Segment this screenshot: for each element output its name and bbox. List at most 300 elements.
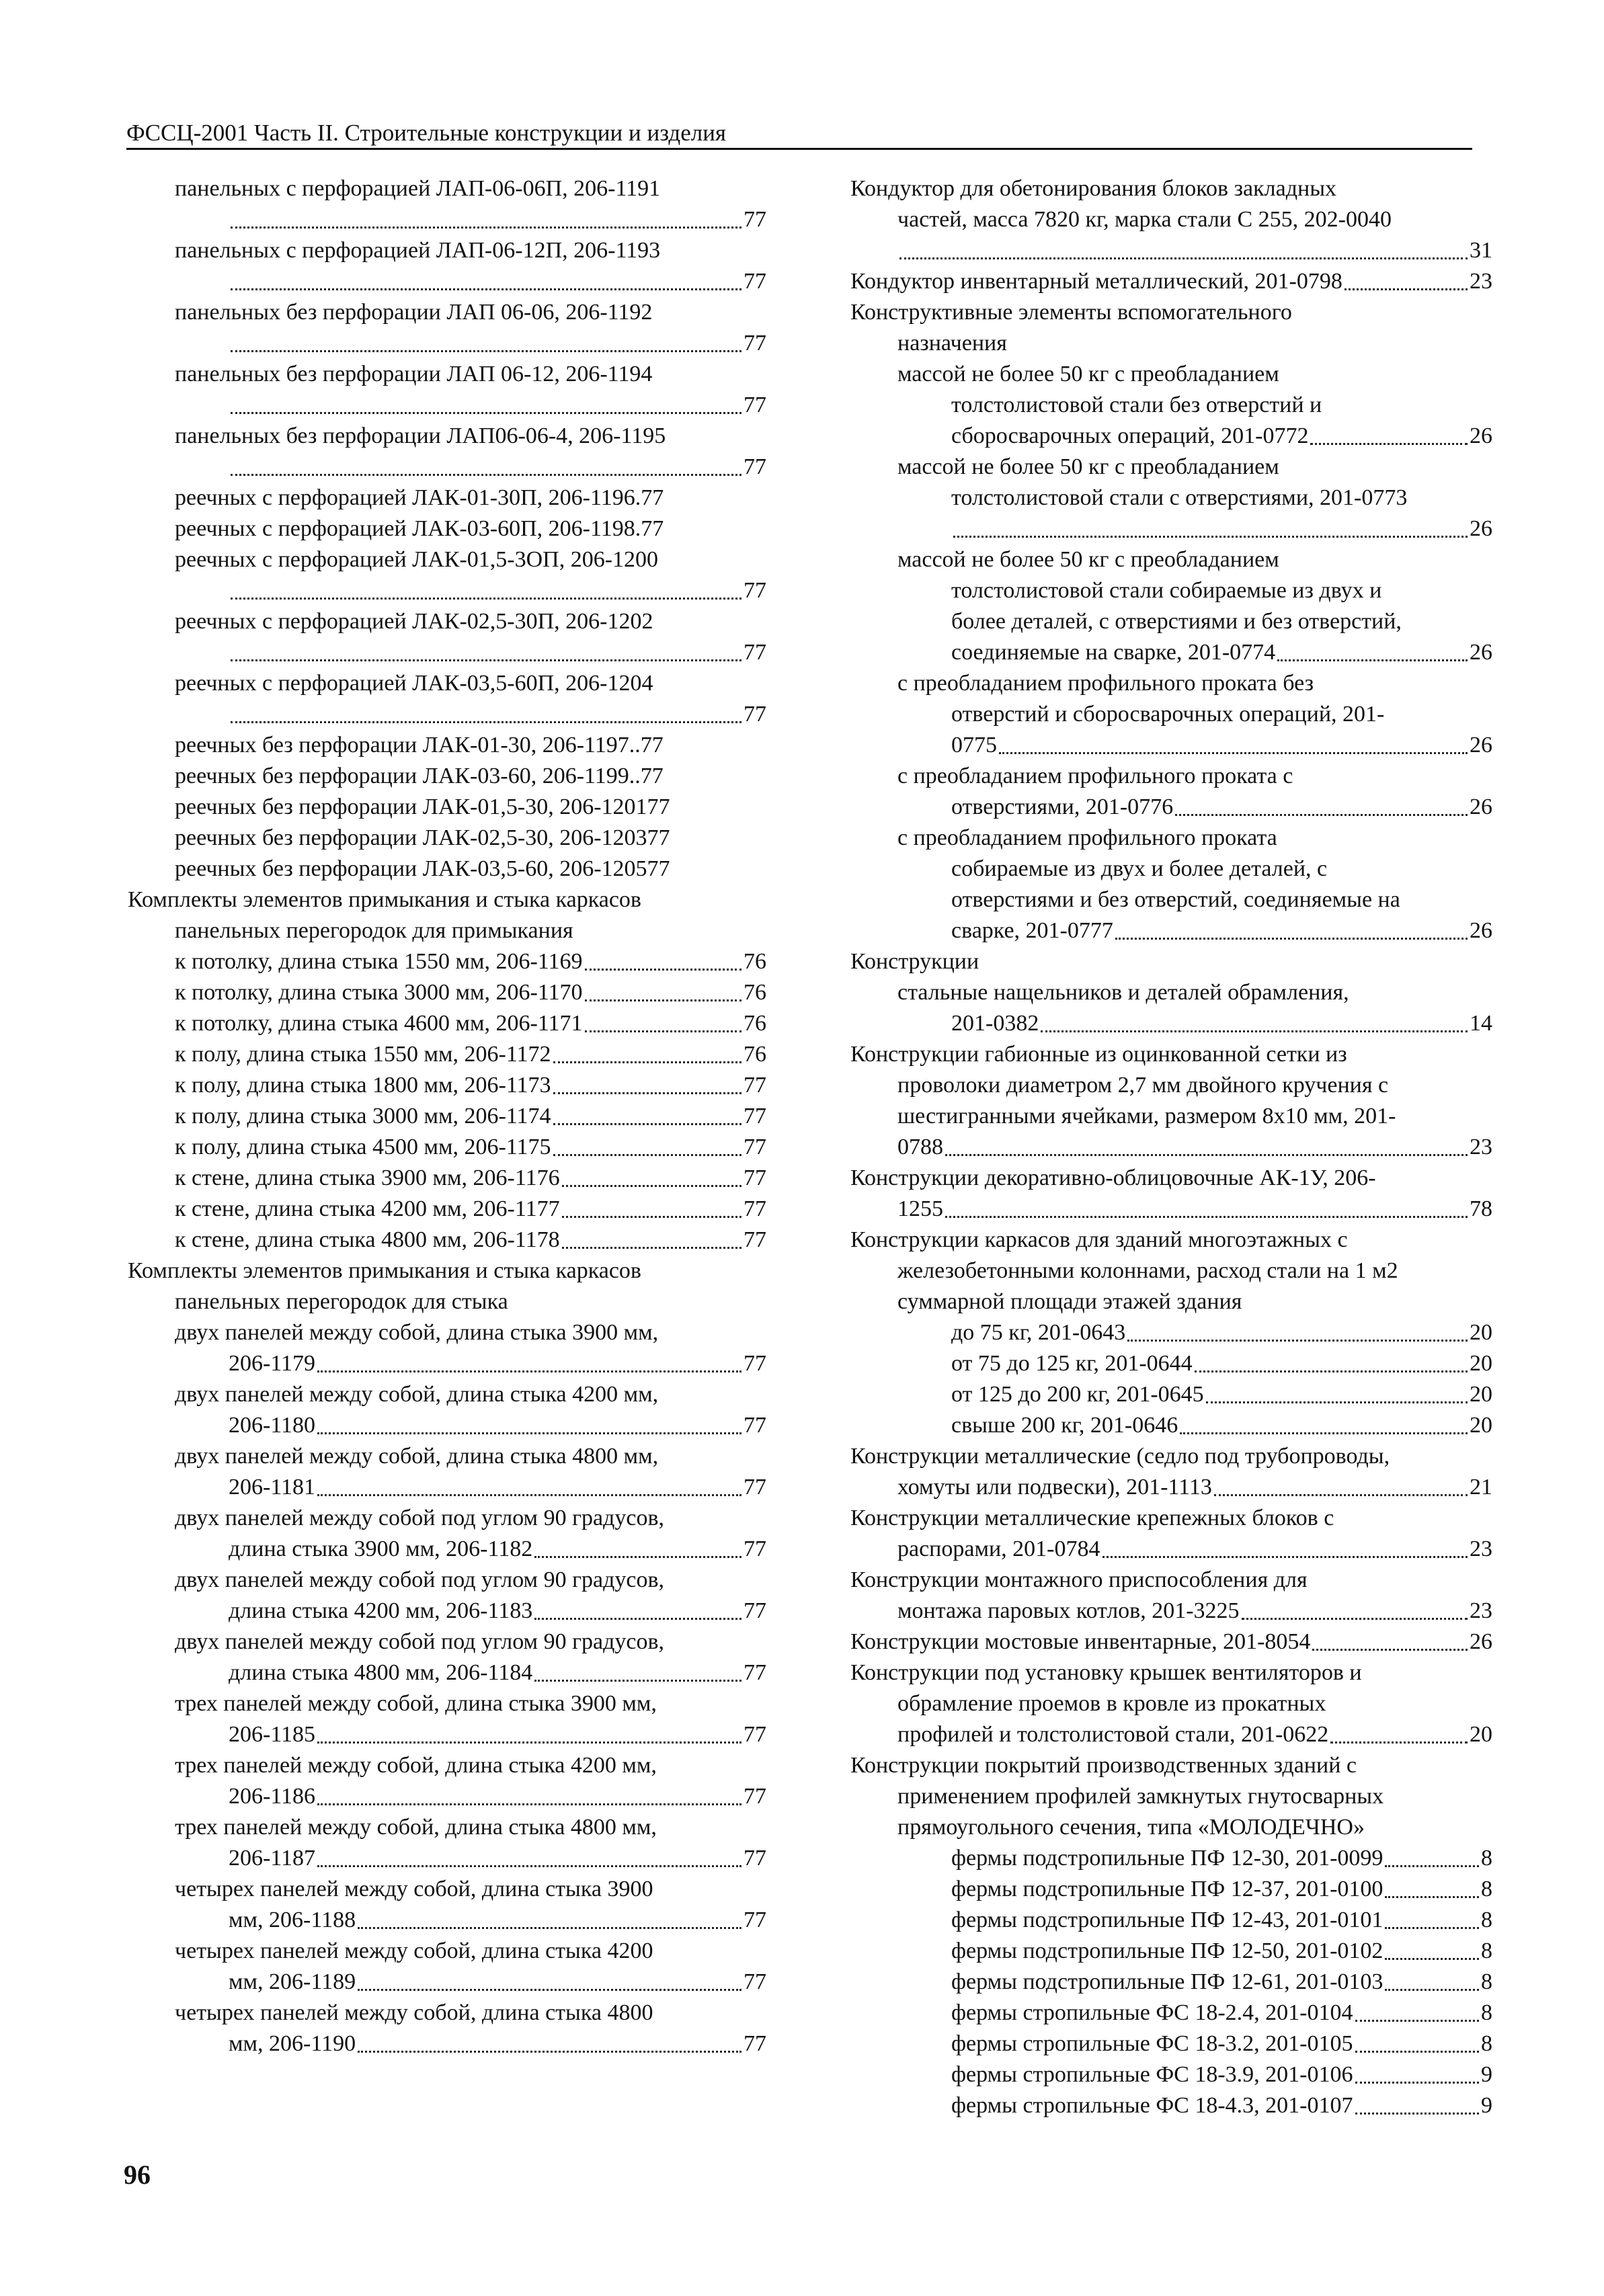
dot-leader [945,1132,1468,1156]
index-entry [128,421,766,483]
index-entry [128,1194,766,1225]
index-entry [850,1998,1492,2028]
page-number: 96 [124,2160,151,2190]
entry-text: к полу, длина стыка 4500 мм, 206-1175 [175,1135,551,1159]
dot-leader [231,637,741,661]
entry-page-ref: 8 [1481,2000,1492,2025]
dot-leader [1330,1719,1468,1744]
dot-leader [317,1410,741,1434]
dot-leader [358,2028,741,2053]
dot-leader [1175,792,1468,816]
entry-line [897,483,1492,514]
entry-text: реечных с перфорацией ЛАК-03,5-60П, 206-1204 [175,671,653,696]
entry-page-ref: 77 [744,1846,766,1871]
index-entry [128,297,766,359]
entry-line [850,1781,1492,1812]
entry-line [175,1132,766,1163]
entry-text: четырех панелей между собой, длина стыка 3900 [175,1877,653,1901]
entry-text: прямоугольного сечения, типа «МОЛОДЕЧНО» [897,1815,1365,1840]
dot-leader [585,946,741,971]
entry-line [175,359,766,390]
index-entry [128,235,766,297]
index-entry [128,1688,766,1750]
entry-text: четырех панелей между собой, длина стыка 4200 [175,1938,653,1963]
entry-text: Комплекты элементов примыкания и стыка каркасов [128,1258,641,1283]
entry-page-ref: 76 [744,1042,766,1067]
dot-leader [534,1657,741,1682]
entry-line [850,1132,1492,1163]
index-entry [850,452,1492,544]
entry-text: реечных без перфорации ЛАК-01,5-30, 206-120177 [175,794,670,819]
dot-leader [317,1472,741,1496]
index-entry [850,1410,1492,1441]
dot-leader [553,1132,741,1156]
dot-leader [534,1596,741,1620]
index-entry [850,2090,1492,2121]
index-entry [128,792,766,823]
entry-page-ref: 26 [1470,516,1492,541]
entry-page-ref: 77 [744,1227,766,1252]
dot-leader [953,514,1468,538]
entry-page-ref: 77 [744,393,766,417]
index-entry [850,1039,1492,1163]
entry-text: длина стыка 4200 мм, 206-1183 [229,1598,533,1623]
entry-text: Комплекты элементов примыкания и стыка каркасов [128,887,641,912]
entry-line [850,1534,1492,1565]
entry-text: к потолку, длина стыка 4600 мм, 206-1171 [175,1011,583,1036]
dot-leader [1355,2028,1479,2053]
dot-leader [1385,1967,1479,1991]
index-entry [850,1163,1492,1225]
entry-page-ref: 8 [1481,1877,1492,1901]
index-entry [850,2059,1492,2090]
entry-text: сборосварочных операций, 201-0772 [951,423,1309,448]
index-entry [128,514,766,544]
entry-line [850,204,1492,235]
entry-line [897,544,1492,575]
entry-text: фермы подстропильные ПФ 12-50, 201-0102 [951,1938,1384,1963]
entry-line [850,1472,1492,1503]
entry-text: к полу, длина стыка 1800 мм, 206-1173 [175,1073,551,1098]
entry-line [175,1194,766,1225]
entry-text: панельных перегородок для стыка [175,1289,508,1314]
entry-page-ref: 77 [744,2031,766,2056]
entry-line [175,946,766,977]
entry-line [175,575,766,606]
entry-line [175,1348,766,1379]
dot-leader [999,730,1468,754]
dot-leader [1385,1936,1479,1960]
entry-page-ref: 26 [1470,640,1492,665]
entry-line [951,1936,1492,1967]
index-entry [128,1039,766,1070]
entry-text: стальные нащельников и деталей обрамления, [897,980,1349,1005]
dot-leader [945,1194,1468,1218]
entry-text: сварке, 201-0777 [951,918,1113,943]
index-entry [850,761,1492,823]
entry-text: панельных перегородок для примыкания [175,918,573,943]
entry-line [175,1688,766,1719]
entry-text: к стене, длина стыка 4800 мм, 206-1178 [175,1227,560,1252]
entry-line [951,1379,1492,1410]
index-entry [850,1967,1492,1998]
entry-line [951,1317,1492,1348]
index-entry [850,1843,1492,1874]
entry-text: фермы подстропильные ПФ 12-30, 201-0099 [951,1846,1384,1871]
index-entry [128,1441,766,1503]
index-entry [850,1627,1492,1657]
entry-line [175,297,766,328]
entry-page-ref: 77 [744,640,766,665]
entry-page-ref: 77 [744,1536,766,1561]
entry-text: к потолку, длина стыка 1550 мм, 206-1169 [175,949,583,974]
entry-line [175,1812,766,1843]
index-entry [128,173,766,235]
entry-line [951,1967,1492,1998]
entry-line [175,1998,766,2028]
entry-line [175,1225,766,1256]
entry-line [175,452,766,483]
dot-leader [1180,1410,1468,1434]
entry-line [175,173,766,204]
entry-line [850,1719,1492,1750]
entry-line [128,915,766,946]
entry-line [850,173,1492,204]
entry-line [897,823,1492,854]
entry-line [175,977,766,1008]
entry-line [897,730,1492,761]
index-entry [850,544,1492,668]
index-entry [850,1441,1492,1503]
entry-line [897,761,1492,792]
entry-text: двух панелей между собой под углом 90 градусов, [175,1567,665,1592]
dot-leader [1206,1379,1468,1403]
entry-page-ref: 77 [744,269,766,294]
entry-page-ref: 77 [744,1908,766,1932]
entry-line [951,1998,1492,2028]
entry-text: 206-1179 [229,1351,316,1376]
index-entry [850,1503,1492,1565]
entry-line [850,1565,1492,1596]
entry-text: к полу, длина стыка 1550 мм, 206-1172 [175,1042,551,1067]
entry-line [897,885,1492,915]
entry-page-ref: 23 [1470,1536,1492,1561]
entry-text: длина стыка 4800 мм, 206-1184 [229,1660,533,1685]
entry-text: отверстий и сборосварочных операций, 201- [951,702,1385,727]
entry-page-ref: 8 [1481,1969,1492,1994]
dot-leader [317,1719,741,1744]
entry-line [850,1225,1492,1256]
index-entry [850,977,1492,1039]
entry-text: панельных без перфорации ЛАП06-06-4, 206-1195 [175,423,666,448]
entry-text: реечных без перфорации ЛАК-03,5-60, 206-120577 [175,856,670,881]
index-entry [128,946,766,977]
entry-text: более деталей, с отверстиями и без отверстий, [951,609,1402,634]
entry-line [175,544,766,575]
dot-leader [1041,1008,1468,1032]
entry-text: хомуты или подвески), 201-1113 [897,1475,1212,1500]
dot-leader [585,977,741,1001]
entry-page-ref: 78 [1470,1196,1492,1221]
entry-text: двух панелей между собой, длина стыка 4800 мм, [175,1444,659,1469]
entry-line [175,1101,766,1132]
index-entry [850,1936,1492,1967]
entry-text: двух панелей между собой под углом 90 градусов, [175,1506,665,1530]
entry-text: суммарной площади этажей здания [897,1289,1242,1314]
entry-line [850,235,1492,266]
entry-text: реечных с перфорацией ЛАК-01-30П, 206-1196.77 [175,485,664,510]
index-entry [128,823,766,854]
entry-text: к стене, длина стыка 3900 мм, 206-1176 [175,1165,560,1190]
entry-page-ref: 77 [744,578,766,603]
entry-text: фермы подстропильные ПФ 12-61, 201-0103 [951,1969,1384,1994]
entry-text: 206-1186 [229,1784,316,1809]
entry-text: монтажа паровых котлов, 201-3225 [897,1598,1240,1623]
entry-line [897,1008,1492,1039]
index-entry [128,1008,766,1039]
entry-line [850,1070,1492,1101]
entry-text: отверстиями и без отверстий, соединяемые на [951,887,1400,912]
entry-text: Конструктивные элементы вспомогательного [850,300,1292,325]
entry-page-ref: 26 [1470,794,1492,819]
index-entry [850,823,1492,946]
entry-line [175,854,766,885]
entry-page-ref: 20 [1470,1320,1492,1345]
index-entry [850,668,1492,761]
entry-line [850,266,1492,297]
entry-page-ref: 20 [1470,1351,1492,1376]
entry-text: распорами, 201-0784 [897,1536,1100,1561]
entry-line [175,1843,766,1874]
entry-page-ref: 26 [1470,423,1492,448]
entry-page-ref: 77 [744,207,766,232]
entry-text: Конструкции [850,949,979,974]
entry-page-ref: 9 [1481,2093,1492,2118]
index-entry [850,1905,1492,1936]
entry-line [175,204,766,235]
entry-text: применением профилей замкнутых гнутосварных [897,1784,1384,1809]
dot-leader [534,1534,741,1558]
entry-line [897,390,1492,421]
entry-line [951,1410,1492,1441]
dot-leader [317,1348,741,1372]
index-column-left [128,173,766,2059]
entry-line [175,1596,766,1627]
entry-line [175,421,766,452]
entry-line [850,1750,1492,1781]
entry-line [175,1039,766,1070]
entry-line [897,668,1492,699]
entry-text: назначения [897,331,1007,356]
entry-page-ref: 77 [744,1135,766,1159]
dot-leader [1214,1472,1468,1496]
entry-line [850,1256,1492,1286]
dot-leader [1355,2090,1479,2115]
entry-line [175,1379,766,1410]
entry-line [128,1286,766,1317]
dot-leader [553,1039,741,1063]
dot-leader [1102,1534,1468,1558]
entry-text: панельных с перфорацией ЛАП-06-06П, 206-1191 [175,176,661,201]
entry-text: реечных с перфорацией ЛАК-01,5-3ОП, 206-1200 [175,547,659,572]
dot-leader [1355,2059,1479,2084]
entry-text: четырех панелей между собой, длина стыка 4800 [175,2000,653,2025]
entry-line [897,915,1492,946]
entry-line [175,1657,766,1688]
entry-page-ref: 9 [1481,2062,1492,2087]
entry-page-ref: 14 [1470,1011,1492,1036]
entry-line [897,792,1492,823]
entry-text: мм, 206-1188 [229,1908,356,1932]
index-entry [850,1225,1492,1317]
index-entry [850,1750,1492,1843]
entry-page-ref: 8 [1481,2031,1492,2056]
entry-line [850,1194,1492,1225]
entry-line [897,699,1492,730]
entry-line [175,761,766,792]
entry-text: 0775 [951,733,997,757]
entry-text: реечных без перфорации ЛАК-01-30, 206-1197..77 [175,733,664,757]
entry-line [175,390,766,421]
dot-leader [899,235,1468,259]
index-entry [850,1317,1492,1348]
entry-page-ref: 21 [1470,1475,1492,1500]
entry-page-ref: 8 [1481,1908,1492,1932]
dot-leader [231,452,741,476]
dot-leader [358,1967,741,1991]
index-entry [128,1998,766,2059]
entry-text: двух панелей между собой под углом 90 градусов, [175,1629,665,1654]
entry-text: реечных без перфорации ЛАК-02,5-30, 206-120377 [175,825,670,850]
entry-line [850,1163,1492,1194]
entry-page-ref: 77 [744,702,766,727]
entry-page-ref: 26 [1470,1629,1492,1654]
entry-line [175,637,766,668]
entry-page-ref: 23 [1470,1598,1492,1623]
entry-page-ref: 77 [744,1165,766,1190]
index-entry [850,1348,1492,1379]
index-entry [850,1657,1492,1750]
entry-line [175,2028,766,2059]
entry-page-ref: 76 [744,949,766,974]
entry-text: к полу, длина стыка 3000 мм, 206-1174 [175,1104,551,1129]
entry-line [175,328,766,359]
entry-line [897,514,1492,544]
entry-line [951,2059,1492,2090]
entry-page-ref: 26 [1470,733,1492,757]
entry-text: Конструкции металлические крепежных блоков с [850,1506,1334,1530]
entry-page-ref: 77 [744,454,766,479]
entry-text: Конструкции мостовые инвентарные, 201-8054 [850,1629,1311,1654]
index-entry [128,730,766,761]
entry-page-ref: 77 [744,1969,766,1994]
index-entry [128,1379,766,1441]
entry-line [897,606,1492,637]
entry-text: мм, 206-1189 [229,1969,356,1994]
entry-text: массой не более 50 кг с преобладанием [897,454,1279,479]
dot-leader [231,699,741,723]
index-entry [128,761,766,792]
entry-text: панельных без перфорации ЛАП 06-06, 206-1192 [175,300,653,325]
dot-leader [553,1101,741,1125]
entry-line [850,1627,1492,1657]
entry-page-ref: 77 [744,1196,766,1221]
entry-text: железобетонными колоннами, расход стали на 1 м2 [897,1258,1398,1283]
entry-page-ref: 76 [744,980,766,1005]
entry-line [897,421,1492,452]
entry-text: проволоки диаметром 2,7 мм двойного кручения с [897,1073,1389,1098]
entry-line [175,792,766,823]
entry-page-ref: 8 [1481,1938,1492,1963]
index-entry [128,668,766,730]
index-entry [128,1627,766,1688]
index-entry [850,1379,1492,1410]
index-entry [850,2028,1492,2059]
entry-text: фермы стропильные ФС 18-2.4, 201-0104 [951,2000,1353,2025]
entry-line [175,823,766,854]
index-entry [128,854,766,885]
dot-leader [1355,1998,1479,2022]
entry-line [175,1750,766,1781]
entry-line [175,1410,766,1441]
dot-leader [1242,1596,1468,1620]
entry-line [175,1565,766,1596]
entry-text: двух панелей между собой, длина стыка 4200 мм, [175,1382,659,1407]
entry-line [897,854,1492,885]
entry-line [175,235,766,266]
entry-text: реечных без перфорации ЛАК-03-60, 206-1199..77 [175,764,664,788]
index-entry [128,885,766,946]
entry-text: Конструкции каркасов для зданий многоэтажных с [850,1227,1348,1252]
entry-page-ref: 8 [1481,1846,1492,1871]
entry-line [175,1534,766,1565]
entry-line [175,1781,766,1812]
entry-page-ref: 77 [744,331,766,356]
entry-text: соединяемые на сварке, 201-0774 [951,640,1276,665]
dot-leader [1115,915,1468,940]
entry-text: 206-1181 [229,1475,316,1500]
entry-text: массой не более 50 кг с преобладанием [897,547,1279,572]
index-entry [128,359,766,421]
dot-leader [231,266,741,290]
entry-text: длина стыка 3900 мм, 206-1182 [229,1536,533,1561]
index-entry [128,1874,766,1936]
entry-line [951,2028,1492,2059]
index-entry [128,1256,766,1317]
entry-text: фермы стропильные ФС 18-3.9, 201-0106 [951,2062,1353,2087]
dot-leader [1385,1843,1479,1867]
header-title: ФССЦ-2001 Часть II. Строительные конструкции и изделия [126,120,727,146]
entry-page-ref: 77 [744,1104,766,1129]
entry-line [175,1874,766,1905]
entry-page-ref: 77 [744,1660,766,1685]
index-entry [850,359,1492,452]
entry-line [850,1812,1492,1843]
entry-page-ref: 77 [744,1073,766,1098]
dot-leader [562,1163,741,1187]
entry-text: от 75 до 125 кг, 201-0644 [951,1351,1193,1376]
entry-line [175,1163,766,1194]
entry-page-ref: 31 [1470,238,1492,263]
entry-text: фермы подстропильные ПФ 12-37, 201-0100 [951,1877,1384,1901]
entry-text: 206-1187 [229,1846,316,1871]
entry-line [175,699,766,730]
entry-text: 1255 [897,1196,943,1221]
entry-line [897,637,1492,668]
entry-line [850,328,1492,359]
index-entry [850,1565,1492,1627]
index-entry [128,1812,766,1874]
